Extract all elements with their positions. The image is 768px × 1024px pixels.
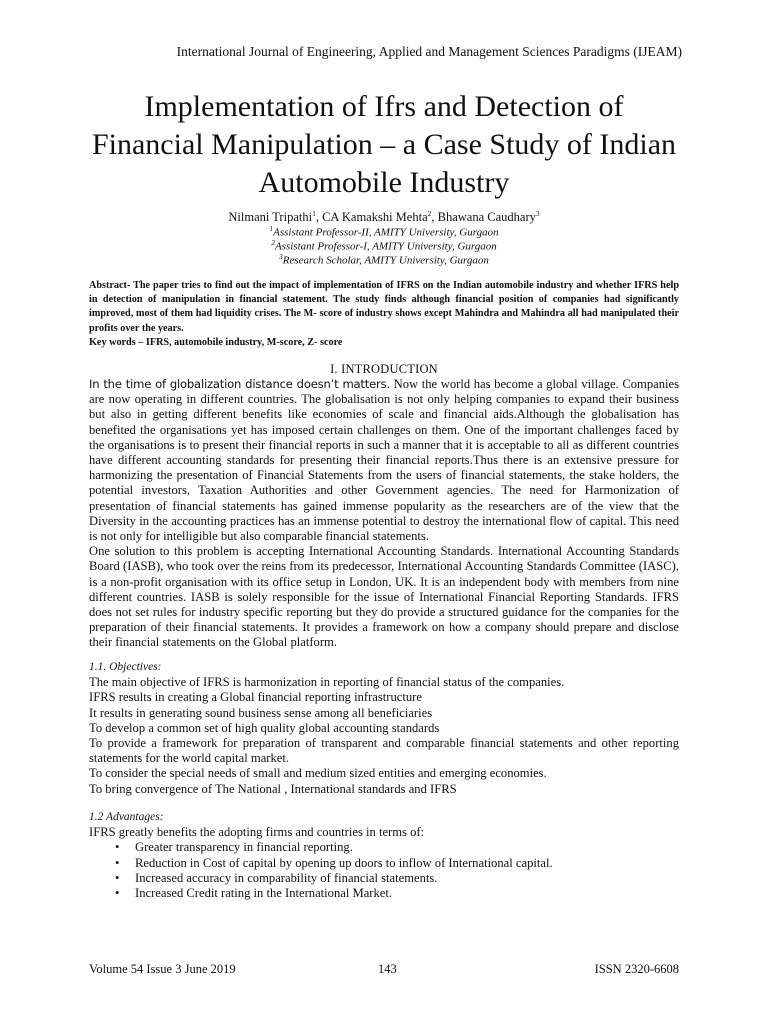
objective-item: IFRS results in creating a Global financial reporting infrastructure [89, 690, 422, 705]
page-number: 143 [378, 962, 397, 976]
affiliation-sup: 2 [271, 238, 275, 247]
intro-paragraph-2: One solution to this problem is accepting International Accounting Standards. International Accounting Standards Board (IASB), who took over the reins from its predecessor, International Accounting Standards Committee (IASC), is a non-profit organisation with its office setup in London, UK. It is an independent body with members from nine different countries. IASB is solely responsible for the issue of International Financial Reporting Standards. IFRS does not set rules for industry specific reporting but they do provide a structured guidance for the companies for the preparation of their financial statements. It provides a framework on how a company should prepare and disclose their financial statements on the Global platform. [89, 544, 679, 650]
objectives-section [89, 660, 679, 797]
list-item [89, 886, 679, 901]
list-item-text: Greater transparency in financial reporting. [135, 840, 353, 855]
title-line: Financial Manipulation – a Case Study of Indian [91, 128, 677, 161]
author-sup: 1 [312, 209, 316, 218]
list-item-text: Reduction in Cost of capital by opening up doors to inflow of International capital. [135, 855, 553, 870]
affiliation [0, 250, 768, 268]
introduction-body [89, 377, 679, 651]
list-item [89, 840, 679, 855]
abstract-block [89, 279, 679, 350]
list-item [89, 871, 679, 886]
author-sup: 2 [427, 209, 432, 218]
objective-item: To provide a framework for preparation of transparent and comparable financial statements and other reporting statements for the world capital market. [89, 736, 679, 766]
title-line: Automobile Industry [258, 166, 510, 199]
advantages-intro: IFRS greatly benefits the adopting firms and countries in terms of: [89, 825, 425, 840]
bullet-icon: • [115, 870, 120, 885]
bullet-icon: • [115, 855, 120, 870]
author-list: Nilmani Tripathi$^1$, CA Kamakshi Mehta$^2$, Bhawana Caudhary$^3$ [228, 209, 540, 225]
affiliation-sup: 1 [269, 224, 274, 233]
objective-item: To consider the special needs of small and medium sized entities and emerging economies. [89, 766, 547, 781]
bullet-icon: • [115, 840, 120, 855]
bullet-icon: • [115, 886, 120, 901]
objectives-heading: 1.1. Objectives: [89, 661, 162, 673]
abstract-text: Abstract- The paper tries to find out the impact of implementation of IFRS on the Indian automobile industry and whether IFRS help in detection of manipulation in financial statement. The study finds although financial position of companies had significantly improved, most of them had liquidity crises. The M- score of industry shows except Mahindra and Mahindra all had manipulated their profits over the years. [89, 280, 679, 334]
advantages-section [89, 810, 679, 901]
intro-paragraph-text: Now the world has become a global village. Companies are now operating in different countries. The globalisation is not only helping companies to expand their business but also in getting different benefits like economies of scale and financial aids.Although the globalisation has benefited the organisations yet has imposed certain challenges on them. One of the important challenges faced by the organisations is to present their financial reports in such a manner that it is acceptable to all as different countries have different accounting standards for presenting their financial reports.Thus there is an extensive pressure for harmonizing the presentation of Financial Statements from the users of financial statements, the stake holders, the potential investors, Taxation Authorities and other Government agencies. The need for Harmonization of presentation of financial statements has gained immense popularity as the researchers are of the view that the Diversity in the accounting practices has an immense potential to destroy the international flow of capital. This need is not only for intelligible but also comparable financial statements. [89, 377, 679, 544]
affiliation-text: Research Scholar, AMITY University, Gurgaon [282, 254, 489, 267]
affiliation-text: Assistant Professor-I, AMITY University, Gurgaon [274, 240, 497, 253]
intro-paragraph-1 [89, 377, 679, 544]
list-item-text: Increased Credit rating in the International Market. [135, 886, 393, 901]
objective-item: To bring convergence of The National , International standards and IFRS [89, 781, 457, 796]
objective-item: The main objective of IFRS is harmonization in reporting of financial status of the companies. [89, 675, 565, 690]
objective-item: It results in generating sound business sense among all beneficiaries [89, 705, 433, 720]
advantages-list [89, 840, 679, 901]
title-line: Implementation of Ifrs and Detection of [144, 90, 624, 123]
footer-volume: Volume 54 Issue 3 June 2019 [89, 962, 236, 976]
affiliation-sup: 3 [279, 252, 283, 261]
author-sup: 3 [535, 209, 540, 218]
affiliation-text: Assistant Professor-II, AMITY University, Gurgaon [273, 226, 499, 239]
author-name: CA Kamakshi Mehta [322, 210, 428, 225]
list-item-text: Increased accuracy in comparability of financial statements. [135, 870, 438, 885]
paper-title [60, 88, 708, 202]
intro-lead-sentence: In the time of globalization distance doesn’t matters. [89, 377, 390, 391]
journal-header: International Journal of Engineering, Applied and Management Sciences Paradigms (IJEAM) [176, 44, 682, 59]
section-heading: I. INTRODUCTION [330, 362, 438, 376]
objective-item: To develop a common set of high quality global accounting standards [89, 720, 440, 735]
footer-issn: ISSN 2320-6608 [594, 962, 679, 976]
list-item [89, 856, 679, 871]
author-name: Bhawana Caudhary [437, 210, 536, 225]
advantages-heading: 1.2 Advantages: [89, 811, 164, 823]
keywords: Key words – IFRS, automobile industry, M-score, Z- score [89, 336, 343, 348]
author-name: Nilmani Tripathi [228, 210, 313, 225]
